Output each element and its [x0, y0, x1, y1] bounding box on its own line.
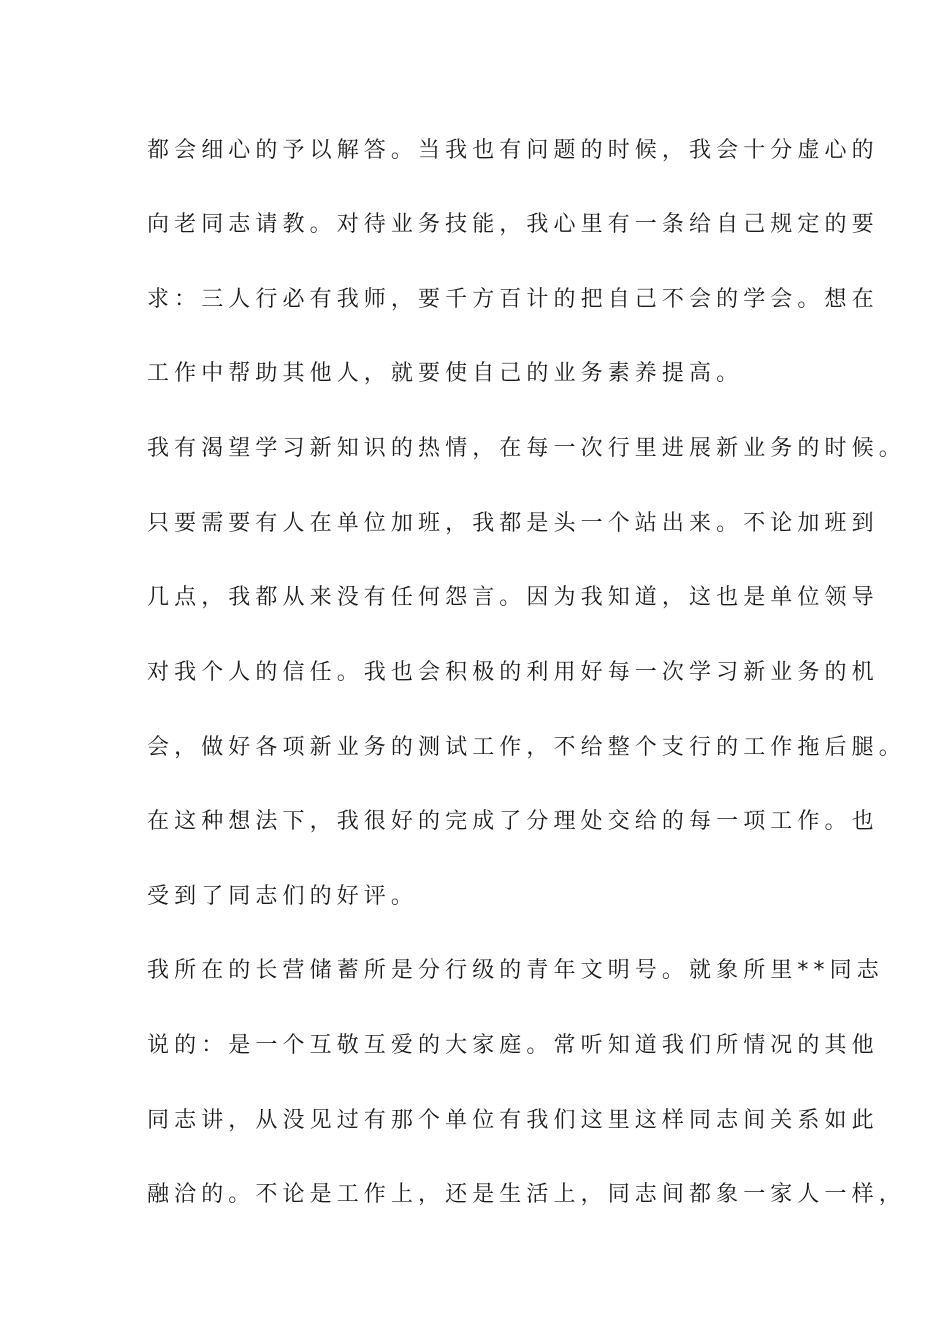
text-line: 求：三人行必有我师，要千方百计的把自己不会的学会。想在 — [147, 287, 879, 312]
text-line: 融洽的。不论是工作上，还是生活上，同志间都象一家人一样， — [147, 1182, 906, 1207]
text-line: 我有渴望学习新知识的热情，在每一次行里进展新业务的时候。 — [147, 436, 906, 461]
text-line: 几点，我都从来没有任何怨言。因为我知道，这也是单位领导 — [147, 585, 879, 610]
text-line: 都会细心的予以解答。当我也有问题的时候，我会十分虚心的 — [147, 138, 879, 163]
text-line: 在这种想法下，我很好的完成了分理处交给的每一项工作。也 — [147, 809, 879, 834]
text-line: 只要需要有人在单位加班，我都是头一个站出来。不论加班到 — [147, 511, 879, 536]
text-line: 同志讲，从没见过有那个单位有我们这里这样同志间关系如此 — [147, 1108, 879, 1133]
text-line: 对我个人的信任。我也会积极的利用好每一次学习新业务的机 — [147, 660, 879, 685]
text-line: 我所在的长营储蓄所是分行级的青年文明号。就象所里**同志 — [147, 958, 884, 983]
text-line: 向老同志请教。对待业务技能，我心里有一条给自己规定的要 — [147, 212, 879, 237]
text-line: 会，做好各项新业务的测试工作，不给整个支行的工作拖后腿。 — [147, 735, 906, 760]
text-line: 说的：是一个互敬互爱的大家庭。常听知道我们所情况的其他 — [147, 1033, 879, 1058]
text-line: 受到了同志们的好评。 — [147, 884, 419, 909]
text-line: 工作中帮助其他人，就要使自己的业务素养提高。 — [147, 361, 744, 386]
